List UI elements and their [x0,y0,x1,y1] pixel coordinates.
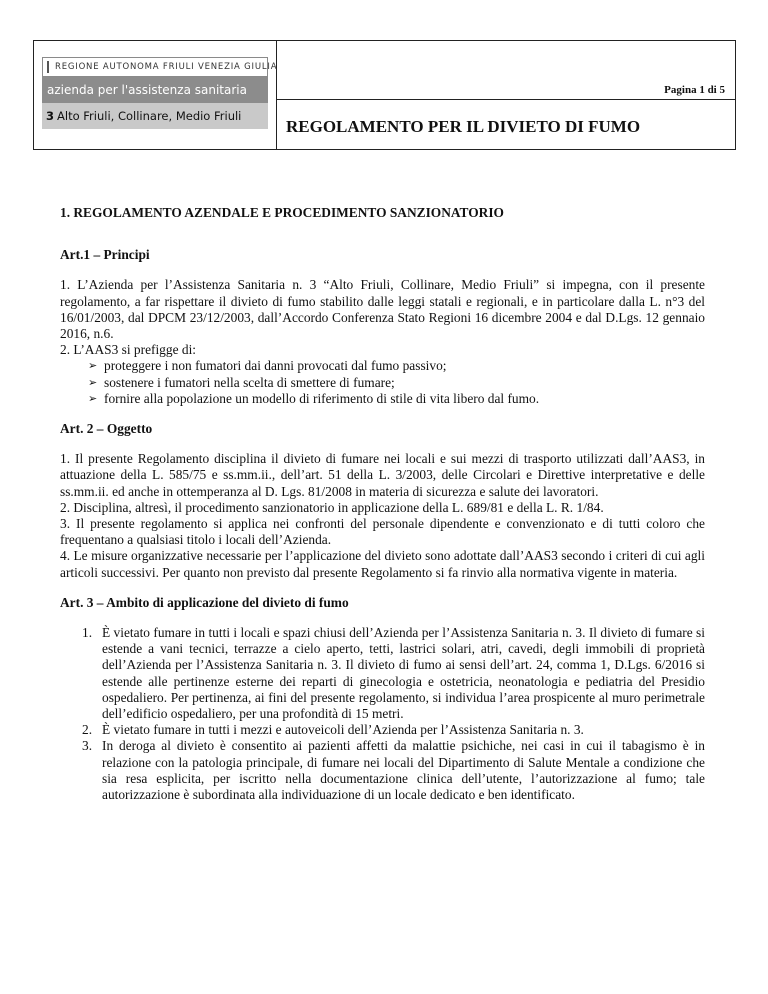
item-number: 2. [82,722,93,738]
art3-title: Art. 3 – Ambito di applicazione del divieto di fumo [60,594,349,610]
agency-logo [42,57,278,129]
art2-paragraph: 4. Le misure organizzative necessarie per l’applicazione del divieto sono adottate dall’AAS3 secondo i criteri di cui agli articoli successivi. Per quanto non previsto dal presente Regolamento si fa rinvio alla normativa vigente in materia. [60,548,705,580]
art1-body [60,277,705,407]
art2-paragraph: 1. Il presente Regolamento disciplina il divieto di fumare nei locali e sui mezzi di trasporto utilizzati dall’AAS3, in attuazione della L. 585/75 e ss.mm.ii., dell’art. 51 della L. 3/2003, delle Circolari e Direttive interpretative e delle ss.mm.ii. ed anche in ottemperanza al D. Lgs. 81/2008 in materia di sicurezza e salute dei lavoratori. [60,451,705,499]
item-text: È vietato fumare in tutti i mezzi e autoveicoli dell’Azienda per l’Assistenza Sanitaria n. 3. [102,722,584,738]
art1-title: Art.1 – Principi [60,247,150,263]
art2-paragraph: 3. Il presente regolamento si applica nei confronti del personale dipendente e convenzionato e di tutti coloro che frequentano a qualsiasi titolo i locali dell’Azienda. [60,516,705,548]
list-item [82,625,705,722]
section-title: 1. REGOLAMENTO AZENDALE E PROCEDIMENTO SANZIONATORIO [60,205,504,220]
list-item [82,738,705,803]
art1-goal-list [60,358,705,407]
logo-cell [34,41,277,149]
item-number: 3. [82,738,93,754]
logo-region-band [42,57,278,77]
art2-body [60,451,705,581]
list-item: ➢ proteggere i non fumatori dai danni provocati dal fumo passivo; [88,358,705,374]
logo-area-text: Alto Friuli, Collinare, Medio Friuli [57,109,242,123]
logo-agency-band: azienda per l'assistenza sanitaria [42,77,268,103]
item-number: 1. [82,625,93,641]
art2-paragraph: 2. Disciplina, altresì, il procedimento sanzionatorio in applicazione della L. 689/81 e della L. R. 1/84. [60,499,604,515]
art1-paragraph-1: 1. L’Azienda per l’Assistenza Sanitaria n. 3 “Alto Friuli, Collinare, Medio Friuli” si impegna, con il presente regolamento, a far rispettare il divieto di fumo stabilito dalle leggi statali e regionali, e in particolare dalla L. n°3 del 16/01/2003, dal DPCM 23/12/2003, dall’Accordo Conferenza Stato Regioni 16 dicembre 2004 e dal D.Lgs. 12 gennaio 2016, n.6. [60,277,705,342]
art2-title: Art. 2 – Oggetto [60,421,153,437]
art3-list [60,625,705,803]
document-header [33,40,736,150]
item-text: In deroga al divieto è consentito ai pazienti affetti da malattie psichiche, nei casi in cui il tabagismo è in relazione con la patologia principale, di fumare nei locali del Dipartimento di Salute Mentale a condizione che sia resa esplicita, per iscritto nella documentazione clinica dell’utente, l’autorizzazione al fumo; tale autorizzazione è subordinata alla individuazione di un locale dedicato e ben identificato. [102,738,705,803]
item-text: È vietato fumare in tutti i locali e spazi chiusi dell’Azienda per l’Assistenza Sanitaria n. 3. Il divieto di fumare si estende a vani tecnici, terrazze a cielo aperto, tetti, lastrici solari, atri, cavedi, degli immobili di proprietà dell’Azienda per l’Assistenza Sanitaria n. 3. Il divieto di fumo ai sensi dell’art. 24, comma 1, D.Lgs. 6/2016 si estende alle pertinenze esterne dei reparti di ginecologia e ostetricia, neonatologia e pediatria del Presidio ospedaliero. Per pertinenza, ai fini del presente regolamento, si individua l’area prospicente al muro perimetrale dell’edificio ospedaliero, per una profondità di 15 metri. [102,625,705,722]
page-number-cell [276,41,735,100]
region-emblem-icon [47,61,49,73]
document-body [60,205,705,803]
logo-area-band [42,103,268,129]
list-item: ➢ sostenere i fumatori nella scelta di smettere di fumare; [88,375,705,391]
logo-number: 3 [46,109,55,123]
logo-region-text: REGIONE AUTONOMA FRIULI VENEZIA GIULIA [55,62,278,72]
document-title: REGOLAMENTO PER IL DIVIETO DI FUMO [286,117,641,136]
list-item: ➢ fornire alla popolazione un modello di riferimento di stile di vita libero dal fumo. [88,391,705,407]
page-number: Pagina 1 di 5 [664,84,725,96]
art1-paragraph-2: 2. L’AAS3 si prefigge di: [60,342,197,358]
list-item [82,722,705,738]
